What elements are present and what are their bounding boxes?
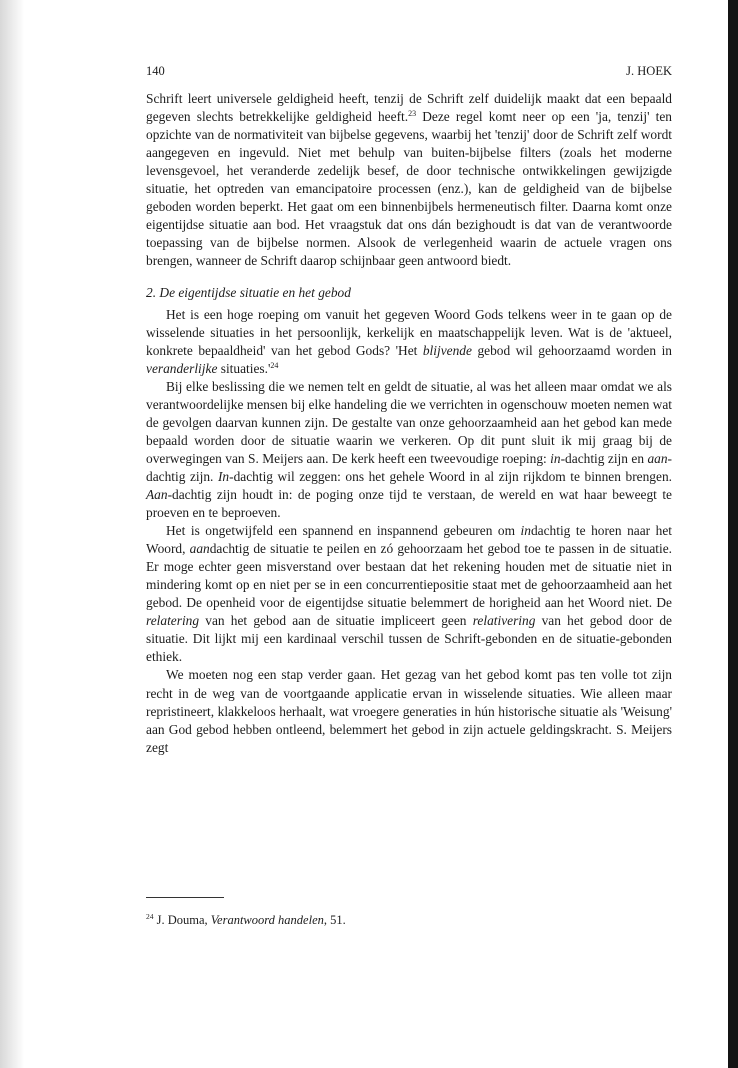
paragraph-2 — [146, 306, 672, 378]
footnote-24 — [146, 912, 672, 928]
footnote-rule — [146, 897, 224, 898]
paragraph-2-text-c: situaties.' — [217, 360, 271, 376]
paragraph-4-em-2: aan — [189, 541, 210, 557]
paragraph-1-text-a: Schrift leert universele geldigheid heeft, tenzij de Schrift zelf duidelijk maakt dat een bepaald gegeven slechts betrekkelijke geldigheid heeft. — [146, 91, 672, 125]
paragraph-4-em-1: in — [520, 523, 531, 539]
paragraph-4-text-e: van het gebod door de situatie. Dit lijkt mij een kardinaal verschil tussen de Schrift-gebonden en de situatie-gebonden ethiek. — [146, 613, 672, 665]
paragraph-1-text-b: Deze regel komt neer op een 'ja, tenzij' ten opzichte van de normativiteit van bijbelse gegevens, waarbij het 'tenzij' door de Schrift zelf wordt aangegeven en ingevuld. Niet met behulp van buiten-bijbelse filters (zoals het moderne levensgevoel, het veranderde zedelijk besef, de door technische ontwikkelingen gewijzigde situatie, het optreden van emancipatoire processen (enz.), kan de geldigheid van de bijbelse geboden worden beperkt. Het gaat om een binnenbijbels hermeneutisch filter. Daarna komt onze eigentijdse situatie aan bod. Het vraagstuk dat ons dán bezighoudt is dat van de verantwoorde toepassing van de bijbelse normen. Alsook de verlegenheid waarin de actuele vragen ons brengen, wanneer de Schrift daarop schijnbaar geen antwoord biedt. — [146, 109, 673, 269]
paragraph-4-text-d: van het gebod aan de situatie impliceert geen — [199, 613, 473, 629]
scan-shadow-left — [0, 0, 24, 1068]
paragraph-2-em-2: veranderlijke — [146, 360, 218, 376]
page-number: 140 — [146, 64, 165, 78]
section-title: De eigentijdse situatie en het gebod — [159, 285, 351, 301]
paragraph-3-em-1: in — [550, 450, 561, 466]
paragraph-4-text-b: dachtig te horen naar het Woord, — [146, 523, 672, 557]
paragraph-3-text-e: -dachtig zijn houdt in: de poging onze tijd te verstaan, de wereld en wat haar beweegt te proeven en te beproeven. — [146, 486, 672, 521]
paragraph-2-text-b: gebod wil gehoorzaamd worden in — [471, 342, 672, 358]
running-author: J. HOEK — [626, 64, 672, 78]
paragraph-2-text-a: Het is een hoge roeping om vanuit het gegeven Woord Gods telkens weer in te gaan op de wisselende situaties in het persoonlijk, kerkelijk en maatschappelijk leven. Wat is de 'aktueel, konkrete bepaaldheid' van het gebod Gods? 'Het — [146, 306, 672, 358]
scan-edge-right — [728, 0, 738, 1068]
paragraph-3-text-d: -dachtig wil zeggen: ons het gehele Woord in al zijn rijkdom te binnen brengen. — [229, 468, 672, 484]
footnote-page: , 51. — [323, 913, 346, 927]
paragraph-5: We moeten nog een stap verder gaan. Het gezag van het gebod komt pas ten volle tot zijn recht in de weg van de voortgaande applicatie ervan in wisselende situaties. Wie alleen maar repristineert, klakkeloos herhaalt, wat vroegere generaties in hún historische situatie als 'Weisung' aan God gebod hebben ontleend, belemmert het gebod in zijn actuele geldingskracht. S. Meijers zegt — [146, 667, 672, 755]
paragraph-3 — [146, 378, 672, 522]
paragraph-4-em-4: relativering — [472, 613, 536, 629]
footnote-ref-24: 24 — [270, 360, 279, 370]
paragraph-4-em-3: relatering — [146, 613, 200, 629]
paragraph-3-em-3: In — [217, 468, 230, 484]
running-head — [146, 62, 672, 78]
paragraph-3-em-2: aan — [647, 450, 668, 466]
footnote-title: Verantwoord handelen — [210, 913, 324, 927]
section-heading — [146, 284, 672, 302]
paragraph-4-text-a: Het is ongetwijfeld een spannend en inspannend gebeuren om — [166, 523, 521, 539]
section-number: 2. — [146, 285, 157, 301]
footnote-author: J. Douma, — [153, 913, 211, 927]
paragraph-2-em-1: blijvende — [422, 342, 472, 358]
page-body — [146, 62, 672, 757]
footnote-ref-23: 23 — [408, 109, 417, 119]
paragraph-4-text-c: dachtig de situatie te peilen en zó gehoorzaam het gebod toe te passen in de situatie. Er moge echter geen misverstand over bestaan dat het rekening houden met de situatie niet in mindering komt op en niet per se in een concurrentiepositie staat met de gehoorzaamheid aan het gebod. De openheid voor de eigentijdse situatie belemmert de horigheid aan het Woord niet. De — [146, 541, 672, 611]
paragraph-4 — [146, 522, 672, 666]
footnote-number: 24 — [146, 912, 154, 921]
paragraph-1 — [146, 90, 672, 270]
paragraph-3-text-b: -dachtig zijn en — [560, 450, 648, 466]
paragraph-3-text-c: -dachtig zijn. — [146, 450, 672, 484]
paragraph-3-em-4: Aan — [146, 486, 168, 502]
paragraph-3-text-a: Bij elke beslissing die we nemen telt en geldt de situatie, al was het alleen maar omdat we als verantwoordelijke mensen bij elke handeling die we verrichten in ogenschouw moeten nemen wat de gevolgen daarvan kunnen zijn. De gestalte van onze gehoorzaamheid aan het gebod kan mede bepaald worden door de situatie waarin we verkeren. Op dit punt sluit ik mij graag bij de overwegingen van S. Meijers aan. De kerk heeft een tweevoudige roeping: — [146, 378, 672, 466]
